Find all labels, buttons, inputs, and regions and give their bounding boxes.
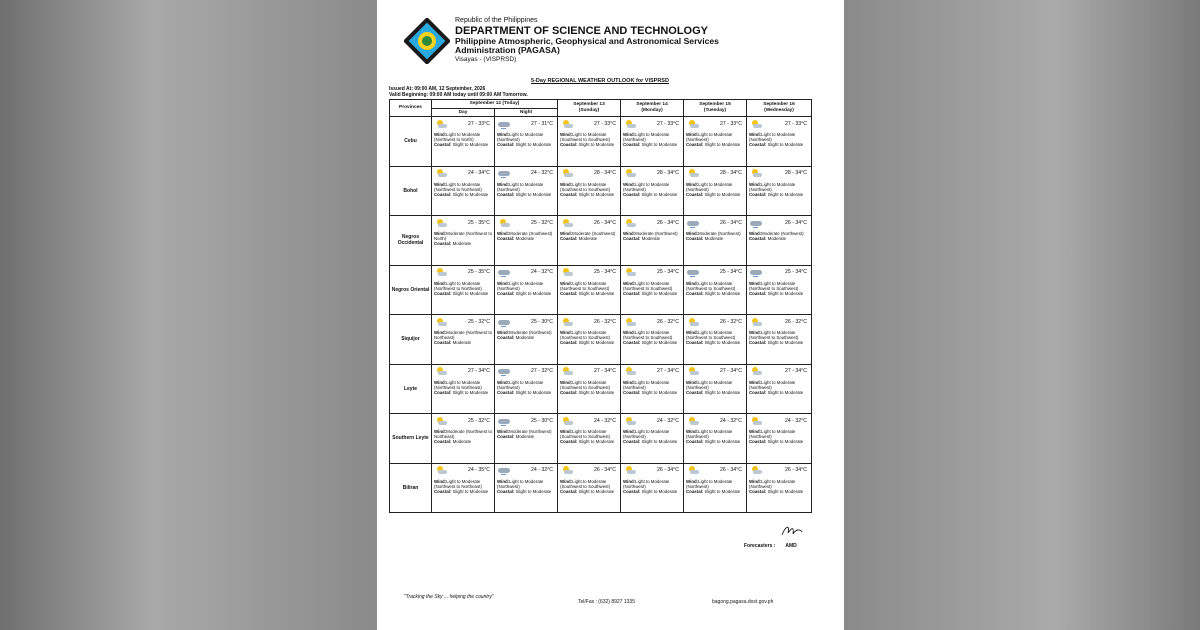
coastal-info: Coastal: Slight to Moderate	[749, 340, 804, 346]
document-header	[455, 17, 719, 63]
forecast-cell	[621, 364, 684, 414]
coastal-info: Coastal: Moderate	[623, 236, 661, 242]
province-row	[390, 364, 812, 414]
partly-cloudy-icon	[434, 318, 448, 328]
temperature-range: 24 - 32°C	[594, 417, 617, 424]
partly-cloudy-icon	[560, 466, 574, 476]
temperature-range: 25 - 34°C	[720, 269, 743, 276]
coastal-info: Coastal: Slight to Moderate	[686, 290, 741, 296]
wind-info: Wind:Light to Moderate (Northwest to Southwest)	[560, 280, 610, 291]
temperature-range: 27 - 34°C	[594, 368, 617, 375]
coastal-info: Coastal: Slight to Moderate	[623, 142, 678, 148]
wind-info: Wind:Moderate (Northwest)	[686, 231, 741, 236]
forecast-cell	[432, 315, 495, 365]
temperature-range: 26 - 34°C	[720, 467, 743, 474]
forecast-cell	[558, 414, 621, 464]
rain-cloud-icon	[749, 268, 763, 278]
partly-cloudy-icon	[560, 219, 574, 229]
wind-info: Wind:Light to Moderate (Northwest)	[497, 280, 544, 291]
province-name: Negros Occidental	[390, 216, 432, 266]
provinces-header: Provinces	[390, 100, 432, 117]
forecast-cell	[621, 463, 684, 513]
partly-cloudy-icon	[623, 268, 637, 278]
temperature-range: 28 - 34°C	[657, 170, 680, 177]
partly-cloudy-icon	[560, 268, 574, 278]
pagasa-logo-icon	[404, 18, 450, 64]
coastal-info: Coastal: Slight to Moderate	[434, 191, 489, 197]
temperature-range: 26 - 34°C	[657, 219, 680, 226]
forecast-cell	[558, 117, 621, 167]
wind-info: Wind:Light to Moderate (Southwest to Southwest)	[560, 132, 611, 143]
forecasters-value: AMD	[785, 543, 797, 549]
wind-info: Wind:Light to Moderate (Northwest to Southwest)	[623, 280, 673, 291]
forecast-cell	[495, 364, 558, 414]
coastal-info: Coastal: Slight to Moderate	[749, 389, 804, 395]
wind-info: Wind:Moderate (Northwest to North)	[434, 231, 493, 242]
forecast-cell	[495, 315, 558, 365]
forecast-cell	[684, 463, 747, 513]
wind-info: Wind:Light to Moderate (Northwest)	[749, 132, 796, 143]
forecasters-line	[744, 543, 797, 549]
wind-info: Wind:Moderate (Southwest)	[497, 231, 553, 236]
coastal-info: Coastal: Slight to Moderate	[434, 290, 489, 296]
temperature-range: 26 - 34°C	[657, 467, 680, 474]
wind-info: Wind:Light to Moderate (Northwest)	[686, 478, 733, 489]
coastal-info: Coastal: Slight to Moderate	[497, 290, 552, 296]
weather-outlook-table	[389, 99, 812, 513]
forecast-cell	[558, 315, 621, 365]
coastal-info: Coastal: Slight to Moderate	[497, 389, 552, 395]
partly-cloudy-icon	[686, 318, 700, 328]
forecast-cell	[684, 364, 747, 414]
temperature-range: 26 - 34°C	[785, 467, 808, 474]
rain-cloud-icon	[497, 268, 511, 278]
coastal-info: Coastal: Slight to Moderate	[560, 389, 615, 395]
temperature-range: 24 - 34°C	[468, 170, 490, 177]
coastal-info: Coastal: Slight to Moderate	[497, 142, 552, 148]
rain-cloud-icon	[497, 169, 511, 179]
wind-info: Wind:Light to Moderate (Northwest to Southwest)	[623, 330, 673, 341]
wind-info: Wind:Light to Moderate (Northwest)	[749, 429, 796, 440]
partly-cloudy-icon	[749, 367, 763, 377]
province-row	[390, 117, 812, 167]
forecast-cell	[432, 117, 495, 167]
forecast-cell	[621, 117, 684, 167]
wind-info: Wind:Light to Moderate (Northwest to Northeast)	[434, 379, 482, 390]
coastal-info: Coastal: Moderate	[434, 241, 472, 247]
coastal-info: Coastal: Slight to Moderate	[623, 389, 678, 395]
temperature-range: 24 - 32°C	[531, 269, 554, 276]
wind-info: Wind:Light to Moderate (Northwest)	[497, 379, 544, 390]
coastal-info: Coastal: Slight to Moderate	[749, 191, 804, 197]
partly-cloudy-icon	[434, 169, 448, 179]
forecast-cell	[558, 216, 621, 266]
coastal-info: Coastal: Slight to Moderate	[560, 488, 615, 494]
day1-header: September 13 (Sunday)	[558, 100, 621, 117]
temperature-range: 25 - 32°C	[531, 219, 554, 226]
coastal-info: Coastal: Moderate	[497, 434, 535, 440]
partly-cloudy-icon	[749, 169, 763, 179]
partly-cloudy-icon	[623, 466, 637, 476]
signature-icon	[780, 523, 804, 539]
partly-cloudy-icon	[623, 120, 637, 130]
forecast-cell	[684, 216, 747, 266]
wind-info: Wind:Moderate (Southwest)	[560, 231, 616, 236]
temperature-range: 27 - 33°C	[468, 120, 490, 127]
coastal-info: Coastal: Slight to Moderate	[686, 142, 741, 148]
partly-cloudy-icon	[434, 417, 448, 427]
wind-info: Wind:Light to Moderate (Northwest to Southwest)	[686, 330, 736, 341]
wind-info: Wind:Light to Moderate (Northwest)	[623, 429, 670, 440]
region-line: Visayas - (VISPRSD)	[455, 55, 517, 63]
rain-cloud-icon	[497, 417, 511, 427]
forecast-cell	[432, 414, 495, 464]
partly-cloudy-icon	[686, 367, 700, 377]
wind-info: Wind:Light to Moderate (Southwest to Southwest)	[560, 330, 611, 341]
partly-cloudy-icon	[749, 417, 763, 427]
forecast-cell	[684, 265, 747, 315]
province-name: Negros Oriental	[390, 265, 432, 315]
forecast-cell	[432, 463, 495, 513]
temperature-range: 27 - 33°C	[720, 120, 743, 127]
wind-info: Wind:Light to Moderate (Southwest to Southwest)	[560, 379, 611, 390]
partly-cloudy-icon	[623, 367, 637, 377]
forecast-cell	[684, 315, 747, 365]
pagasa-line1: Philippine Atmospheric, Geophysical and Astronomical Services	[455, 35, 719, 46]
wind-info: Wind:Light to Moderate (Northwest)	[749, 379, 796, 390]
rain-cloud-icon	[686, 219, 700, 229]
coastal-info: Coastal: Slight to Moderate	[623, 340, 678, 346]
wind-info: Wind:Light to Moderate (Northwest to Southwest)	[749, 330, 799, 341]
forecast-cell	[495, 414, 558, 464]
coastal-info: Coastal: Slight to Moderate	[686, 191, 741, 197]
forecast-cell	[495, 216, 558, 266]
wind-info: Wind:Light to Moderate (Northwest)	[686, 429, 733, 440]
wind-info: Wind:Light to Moderate (Northwest)	[623, 478, 670, 489]
partly-cloudy-icon	[623, 318, 637, 328]
day-subheader: Day	[432, 109, 495, 117]
wind-info: Wind:Light to Moderate (Northwest to North)	[434, 132, 481, 143]
wind-info: Wind:Moderate (Northwest)	[497, 330, 552, 335]
issued-at: Issued At: 09:00 AM, 12 September, 2026	[389, 86, 486, 92]
rain-cloud-icon	[497, 318, 511, 328]
pagasa-line2: Administration (PAGASA)	[455, 45, 560, 56]
temperature-range: 27 - 33°C	[594, 120, 617, 127]
issued-info	[389, 86, 528, 99]
temperature-range: 24 - 32°C	[657, 417, 680, 424]
temperature-range: 27 - 34°C	[785, 368, 808, 375]
forecasters-label: Forecasters :	[744, 543, 776, 549]
temperature-range: 27 - 34°C	[468, 368, 490, 375]
temperature-range: 28 - 34°C	[785, 170, 808, 177]
forecast-cell	[684, 117, 747, 167]
coastal-info: Coastal: Slight to Moderate	[623, 439, 678, 445]
wind-info: Wind:Light to Moderate (Northwest)	[623, 181, 670, 192]
partly-cloudy-icon	[560, 169, 574, 179]
coastal-info: Coastal: Moderate	[497, 236, 535, 242]
day4-header: September 16 (Wednesday)	[747, 100, 812, 117]
coastal-info: Coastal: Moderate	[434, 439, 472, 445]
temperature-range: 27 - 31°C	[531, 120, 554, 127]
wind-info: Wind:Light to Moderate (Northwest)	[686, 379, 733, 390]
wind-info: Wind:Moderate (Northwest)	[749, 231, 804, 236]
coastal-info: Coastal: Slight to Moderate	[749, 488, 804, 494]
temperature-range: 27 - 33°C	[785, 120, 808, 127]
wind-info: Wind:Light to Moderate (Northwest)	[623, 132, 670, 143]
wind-info: Wind:Light to Moderate (Northwest to Southwest)	[749, 280, 799, 291]
temperature-range: 25 - 32°C	[468, 417, 490, 424]
province-row	[390, 265, 812, 315]
temperature-range: 25 - 34°C	[657, 269, 680, 276]
partly-cloudy-icon	[434, 268, 448, 278]
coastal-info: Coastal: Slight to Moderate	[497, 191, 552, 197]
wind-info: Wind:Moderate (Northwest to Northeast)	[434, 330, 493, 341]
temperature-range: 24 - 32°C	[720, 417, 743, 424]
temperature-range: 27 - 32°C	[531, 368, 554, 375]
wind-info: Wind:Moderate (Northwest to Northeast)	[434, 429, 493, 440]
wind-info: Wind:Light to Moderate (Northwest)	[686, 181, 733, 192]
province-name: Biliran	[390, 463, 432, 513]
coastal-info: Coastal: Moderate	[686, 236, 724, 242]
forecast-cell	[558, 166, 621, 216]
wind-info: Wind:Light to Moderate (Northwest to Northeast)	[434, 181, 482, 192]
forecast-cell	[747, 463, 812, 513]
partly-cloudy-icon	[686, 466, 700, 476]
partly-cloudy-icon	[623, 417, 637, 427]
day2-header: September 14 (Monday)	[621, 100, 684, 117]
forecast-cell	[747, 117, 812, 167]
province-name: Bohol	[390, 166, 432, 216]
temperature-range: 28 - 34°C	[594, 170, 617, 177]
forecast-cell	[558, 364, 621, 414]
province-row	[390, 414, 812, 464]
wind-info: Wind:Light to Moderate (Northwest)	[497, 181, 544, 192]
wind-info: Wind:Moderate (Northwest)	[497, 429, 552, 434]
partly-cloudy-icon	[434, 466, 448, 476]
partly-cloudy-icon	[749, 120, 763, 130]
temperature-range: 27 - 34°C	[720, 368, 743, 375]
telfax: Tel/Fax : (632) 8927 1335	[578, 599, 635, 605]
partly-cloudy-icon	[560, 367, 574, 377]
temperature-range: 25 - 34°C	[785, 269, 808, 276]
temperature-range: 25 - 34°C	[594, 269, 617, 276]
coastal-info: Coastal: Slight to Moderate	[686, 439, 741, 445]
rain-cloud-icon	[497, 367, 511, 377]
forecast-cell	[747, 364, 812, 414]
coastal-info: Coastal: Moderate	[560, 236, 598, 242]
forecast-cell	[432, 216, 495, 266]
coastal-info: Coastal: Slight to Moderate	[434, 142, 489, 148]
forecast-cell	[432, 364, 495, 414]
temperature-range: 25 - 35°C	[468, 269, 490, 276]
today-header: September 12 (Today)	[432, 100, 558, 109]
temperature-range: 25 - 35°C	[468, 219, 490, 226]
rain-cloud-icon	[686, 268, 700, 278]
coastal-info: Coastal: Slight to Moderate	[560, 439, 615, 445]
temperature-range: 26 - 34°C	[594, 219, 617, 226]
forecast-cell	[495, 265, 558, 315]
coastal-info: Coastal: Slight to Moderate	[560, 290, 615, 296]
forecast-cell	[747, 265, 812, 315]
forecast-cell	[432, 265, 495, 315]
forecast-cell	[621, 414, 684, 464]
website-url: bagong.pagasa.dost.gov.ph	[712, 599, 774, 605]
partly-cloudy-icon	[560, 318, 574, 328]
wind-info: Wind:Light to Moderate (Northwest)	[749, 478, 796, 489]
province-name: Leyte	[390, 364, 432, 414]
coastal-info: Coastal: Moderate	[497, 335, 535, 341]
rain-cloud-icon	[497, 466, 511, 476]
temperature-range: 26 - 34°C	[720, 219, 743, 226]
wind-info: Wind:Light to Moderate (Southwest to Southwest)	[560, 429, 611, 440]
partly-cloudy-icon	[749, 318, 763, 328]
forecast-cell	[684, 166, 747, 216]
coastal-info: Coastal: Slight to Moderate	[749, 142, 804, 148]
wind-info: Wind:Light to Moderate (Northwest)	[749, 181, 796, 192]
forecast-cell	[621, 166, 684, 216]
partly-cloudy-icon	[434, 367, 448, 377]
forecast-cell	[747, 166, 812, 216]
temperature-range: 25 - 32°C	[468, 318, 490, 325]
temperature-range: 24 - 32°C	[531, 170, 554, 177]
forecast-cell	[747, 315, 812, 365]
partly-cloudy-icon	[686, 120, 700, 130]
forecast-cell	[684, 414, 747, 464]
coastal-info: Coastal: Slight to Moderate	[497, 488, 552, 494]
wind-info: Wind:Light to Moderate (Northwest)	[623, 379, 670, 390]
temperature-range: 28 - 34°C	[720, 170, 743, 177]
partly-cloudy-icon	[623, 219, 637, 229]
day3-header: September 15 (Tuesday)	[684, 100, 747, 117]
partly-cloudy-icon	[560, 120, 574, 130]
coastal-info: Coastal: Slight to Moderate	[623, 290, 678, 296]
coastal-info: Coastal: Slight to Moderate	[560, 191, 615, 197]
coastal-info: Coastal: Slight to Moderate	[686, 488, 741, 494]
temperature-range: 27 - 33°C	[657, 120, 680, 127]
coastal-info: Coastal: Slight to Moderate	[623, 191, 678, 197]
wind-info: Wind:Light to Moderate (Northwest to Northeast)	[434, 478, 482, 489]
coastal-info: Coastal: Slight to Moderate	[623, 488, 678, 494]
forecast-cell	[495, 166, 558, 216]
province-name: Southern Leyte	[390, 414, 432, 464]
tagline: "Tracking the Sky ... helping the country"	[404, 594, 494, 600]
province-name: Cebu	[390, 117, 432, 167]
temperature-range: 24 - 35°C	[468, 467, 490, 474]
temperature-range: 26 - 34°C	[594, 467, 617, 474]
temperature-range: 24 - 32°C	[531, 467, 554, 474]
coastal-info: Coastal: Slight to Moderate	[560, 340, 615, 346]
forecast-cell	[495, 117, 558, 167]
province-row	[390, 166, 812, 216]
temperature-range: 25 - 30°C	[531, 318, 554, 325]
temperature-range: 25 - 30°C	[531, 417, 554, 424]
forecast-cell	[432, 166, 495, 216]
forecast-cell	[747, 216, 812, 266]
rain-cloud-icon	[749, 219, 763, 229]
forecast-cell	[621, 265, 684, 315]
outlook-title: 5-Day REGIONAL WEATHER OUTLOOK for VISPRSD	[531, 78, 669, 84]
province-row	[390, 315, 812, 365]
partly-cloudy-icon	[686, 417, 700, 427]
province-name: Siquijor	[390, 315, 432, 365]
dost-title: DEPARTMENT OF SCIENCE AND TECHNOLOGY	[455, 24, 709, 37]
forecast-cell	[558, 463, 621, 513]
republic-line: Republic of the Philippines	[455, 17, 538, 24]
temperature-range: 26 - 32°C	[720, 318, 743, 325]
forecast-cell	[621, 216, 684, 266]
province-row	[390, 216, 812, 266]
coastal-info: Coastal: Moderate	[749, 236, 787, 242]
coastal-info: Coastal: Slight to Moderate	[686, 389, 741, 395]
wind-info: Wind:Light to Moderate (Southwest to Southwest)	[560, 181, 611, 192]
coastal-info: Coastal: Slight to Moderate	[560, 142, 615, 148]
province-row	[390, 463, 812, 513]
valid-beginning: Valid Beginning: 09:00 AM today until 09:00 AM Tomorrow.	[389, 92, 528, 99]
wind-info: Wind:Moderate (Northwest)	[623, 231, 678, 236]
temperature-range: 27 - 34°C	[657, 368, 680, 375]
partly-cloudy-icon	[434, 120, 448, 130]
temperature-range: 24 - 32°C	[785, 417, 808, 424]
partly-cloudy-icon	[434, 219, 448, 229]
coastal-info: Coastal: Slight to Moderate	[749, 290, 804, 296]
coastal-info: Coastal: Slight to Moderate	[434, 389, 489, 395]
rain-cloud-icon	[497, 120, 511, 130]
wind-info: Wind:Light to Moderate (Southwest to Southwest)	[560, 478, 611, 489]
partly-cloudy-icon	[623, 169, 637, 179]
forecast-cell	[495, 463, 558, 513]
partly-cloudy-icon	[497, 219, 511, 229]
wind-info: Wind:Light to Moderate (Northwest)	[497, 132, 544, 143]
page-background-left	[0, 0, 377, 630]
night-subheader: Night	[495, 109, 558, 117]
coastal-info: Coastal: Slight to Moderate	[686, 340, 741, 346]
wind-info: Wind:Light to Moderate (Northwest to Northeast)	[434, 280, 482, 291]
forecast-cell	[621, 315, 684, 365]
partly-cloudy-icon	[560, 417, 574, 427]
page-background-right	[844, 0, 1200, 630]
partly-cloudy-icon	[749, 466, 763, 476]
forecast-cell	[558, 265, 621, 315]
forecast-cell	[747, 414, 812, 464]
temperature-range: 26 - 34°C	[785, 219, 808, 226]
temperature-range: 26 - 32°C	[657, 318, 680, 325]
wind-info: Wind:Light to Moderate (Northwest to Southwest)	[686, 280, 736, 291]
temperature-range: 26 - 32°C	[785, 318, 808, 325]
coastal-info: Coastal: Slight to Moderate	[749, 439, 804, 445]
coastal-info: Coastal: Moderate	[434, 340, 472, 346]
wind-info: Wind:Light to Moderate (Northwest)	[497, 478, 544, 489]
coastal-info: Coastal: Slight to Moderate	[434, 488, 489, 494]
temperature-range: 26 - 32°C	[594, 318, 617, 325]
partly-cloudy-icon	[686, 169, 700, 179]
wind-info: Wind:Light to Moderate (Northwest)	[686, 132, 733, 143]
